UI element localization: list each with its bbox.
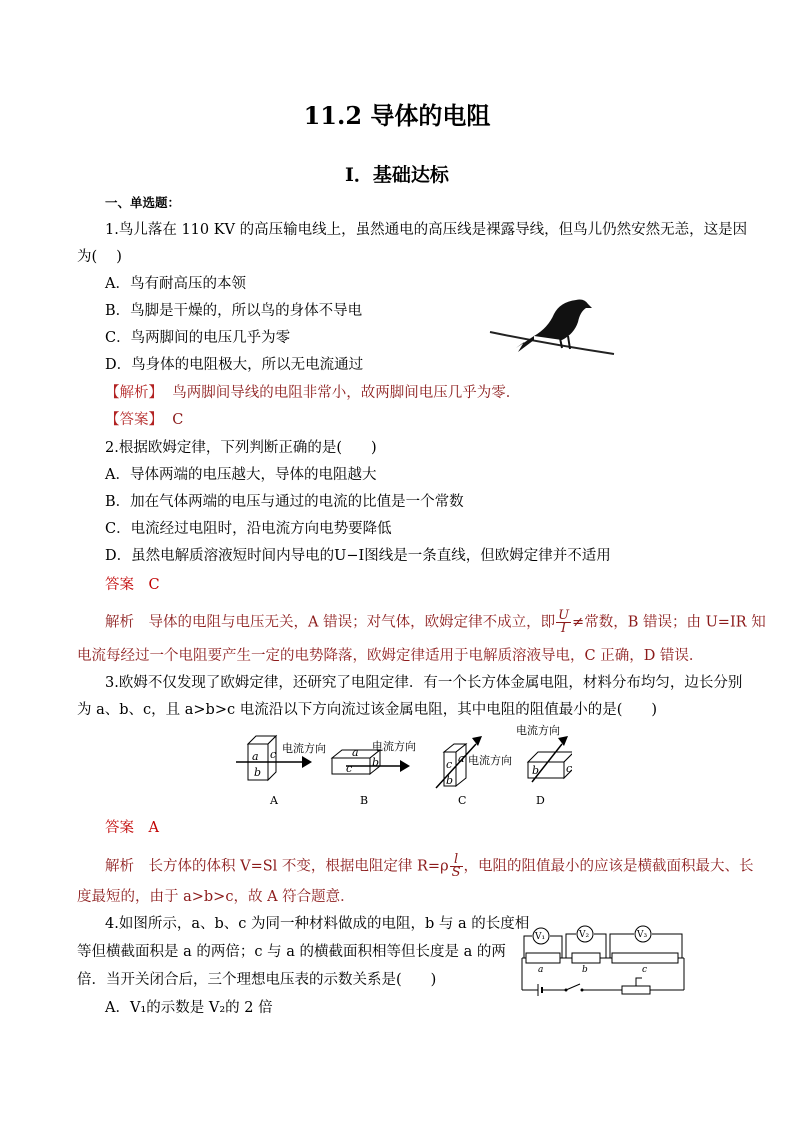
fraction-denominator: S [451, 865, 461, 880]
svg-text:c: c [566, 762, 572, 775]
voltmeter-circuit-diagram [514, 922, 692, 996]
current-direction-label: 电流方向 [282, 742, 326, 755]
q1-answer-text: C [172, 412, 184, 428]
q2-option-a: A．导体两端的电压越大，导体的电阻越大 [105, 467, 377, 483]
q3-stem-line2: 为 a、b、c，且 a>b>c 电流沿以下方向流过该金属电阻，其中电阻的阻值最小的是( ) [77, 702, 658, 718]
label-v1: V₁ [535, 932, 546, 942]
q4-stem-line1: 4.如图所示，a、b、c 为同一种材料做成的电阻，b 与 a 的长度相 [105, 916, 530, 932]
q2-answer: 答案 C [105, 577, 160, 593]
l-over-s-fraction [450, 854, 463, 879]
svg-text:c: c [270, 748, 277, 761]
q2-analysis-part2: ≠常数，B 错误；由 U=IR 知 [572, 614, 766, 631]
figure-label-b: B [360, 794, 369, 807]
q1-option-c: C．鸟两脚间的电压几乎为零 [105, 330, 291, 346]
svg-text:a: a [352, 746, 359, 759]
svg-text:a: a [458, 752, 465, 765]
q3-analysis-part2: ，电阻的阻值最小的应该是横截面积最大、长 [463, 858, 754, 875]
label-v2: V₂ [579, 930, 590, 940]
page-title: 11.2 导体的电阻 [303, 101, 491, 130]
bird-on-wire-image [488, 292, 616, 360]
q2-analysis-line1 [105, 610, 766, 635]
q2-option-c: C．电流经过电阻时，沿电流方向电势要降低 [105, 521, 392, 537]
resistor-c [612, 953, 678, 963]
svg-text:c: c [346, 762, 353, 775]
q1-option-a: A．鸟有耐高压的本领 [105, 276, 246, 292]
svg-text:b: b [372, 756, 380, 769]
resistor-b [572, 953, 600, 963]
figure-c [436, 736, 512, 807]
q4-stem-line3: 倍．当开关闭合后，三个理想电压表的示数关系是( ) [77, 972, 437, 988]
q3-analysis-part1: 解析 长方体的体积 V=Sl 不变，根据电阻定律 R=ρ [105, 858, 449, 875]
figure-d [516, 723, 572, 807]
q1-stem-line2: 为( ) [77, 249, 122, 265]
current-direction-label: 电流方向 [372, 740, 416, 753]
answer-tag: 【答案】 [105, 412, 163, 428]
resistor-a [526, 953, 560, 963]
figure-b [332, 739, 416, 807]
current-direction-label: 电流方向 [516, 724, 560, 737]
q2-stem: 2.根据欧姆定律，下列判断正确的是( ) [105, 440, 377, 456]
q3-stem-line1: 3.欧姆不仅发现了欧姆定律，还研究了电阻定律．有一个长方体金属电阻，材料分布均匀，边长分别 [105, 675, 743, 691]
q1-stem-line1: 1.鸟儿落在 110 KV 的高压输电线上，虽然通电的高压线是裸露导线，但鸟儿仍然安然无恙，这是因 [105, 222, 748, 238]
rheostat-icon [622, 986, 650, 994]
q2-analysis-part1: 解析 导体的电阻与电压无关，A 错误；对气体，欧姆定律不成立，即 [105, 614, 556, 631]
label-b: b [582, 965, 588, 975]
figure-label-d: D [536, 794, 545, 807]
q1-option-d: D．鸟身体的电阻极大，所以无电流通过 [105, 357, 364, 373]
figure-label-c: C [458, 794, 467, 807]
label-v3: V₃ [637, 930, 648, 940]
svg-text:b: b [254, 766, 262, 779]
q4-stem-line2: 等但横截面积是 a 的两倍；c 与 a 的横截面积相等但长度是 a 的两 [77, 944, 506, 960]
u-over-i-fraction [556, 610, 571, 635]
q2-analysis-line2: 电流每经过一个电阻要产生一定的电势降落，欧姆定律适用于电解质溶液导电，C 正确，D 错误． [77, 648, 704, 664]
q3-analysis-line1 [105, 854, 754, 879]
q1-analysis-text: 鸟两脚间导线的电阻非常小，故两脚间电压几乎为零． [172, 385, 521, 401]
svg-text:a: a [252, 750, 259, 763]
q3-analysis-line2: 度最短的，由于 a>b>c，故 A 符合题意． [77, 889, 355, 905]
current-direction-label: 电流方向 [468, 754, 512, 767]
fraction-numerator: l [450, 854, 463, 867]
resistor-current-direction-figures [232, 722, 572, 808]
figure-a [236, 736, 326, 807]
q2-option-d: D．虽然电解质溶液短时间内导电的U−I图线是一条直线，但欧姆定律并不适用 [105, 548, 611, 564]
q1-answer [105, 410, 183, 430]
analysis-tag: 【解析】 [105, 385, 163, 401]
label-a: a [538, 965, 544, 975]
fraction-denominator: I [560, 621, 567, 636]
fraction-numerator: U [558, 608, 570, 623]
figure-label-a: A [270, 794, 278, 807]
q1-analysis [105, 383, 520, 403]
label-c: c [642, 965, 648, 975]
q2-option-b: B．加在气体两端的电压与通过的电流的比值是一个常数 [105, 494, 464, 510]
switch-icon [566, 984, 580, 990]
svg-text:b: b [532, 764, 540, 777]
svg-text:c: c [446, 758, 453, 771]
q3-answer: 答案 A [105, 820, 159, 836]
section-heading: Ⅰ．基础达标 [345, 164, 449, 186]
svg-text:b: b [446, 774, 454, 787]
part-label: 一、单选题： [105, 195, 181, 210]
q4-option-a: A．V₁的示数是 V₂的 2 倍 [105, 1000, 273, 1016]
q1-option-b: B．鸟脚是干燥的，所以鸟的身体不导电 [105, 303, 363, 319]
